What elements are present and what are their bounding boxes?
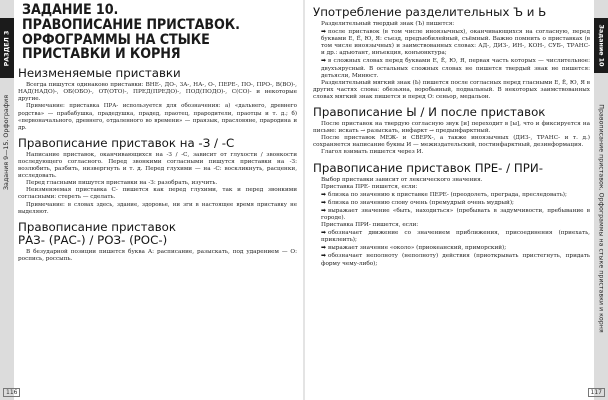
section-heading-raz-roz: [18, 221, 297, 247]
paragraph: После приставок на твердую согласную звук [и] переходит в [ы], что и фиксируется на письме: искать → разыскать, инфаркт → предынфарктный.: [313, 121, 590, 135]
arrow-bullet-icon: ➡: [321, 28, 327, 36]
page-number: 116: [3, 388, 20, 397]
section-heading-y-i: Правописание Ы / И после приставок: [313, 105, 546, 120]
paragraph: Разделительный твердый знак (Ъ) пишется:: [321, 21, 455, 27]
tasks-label: [0, 82, 14, 202]
heading-line: РАЗ- (РАС-) / РОЗ- (РОС-): [18, 232, 168, 247]
note: Примечание: приставка ПРА- используется для обозначения: а) «дальнего, древнего родства» — прабабушка, прадедушка, прадед, праотец, прародители, праотцы и т. д.; б) «первоначального, древнего, отдаленного во времени» — праязык, прасловяне, прародина и др.: [18, 103, 297, 131]
arrow-bullet-icon: ➡: [321, 198, 327, 206]
left-page: [0, 0, 303, 400]
section-heading-pre-pri: [313, 162, 590, 175]
bullet-text: выражает значение «около» (приокеанский, приморский);: [328, 245, 507, 252]
bullet-text: обозначает движение со значением приближения, присоединения (приехать, приклеить);: [321, 230, 590, 244]
section-heading-unchangeable: Неизменяемые приставки: [18, 66, 181, 81]
right-side-tab: [594, 0, 608, 400]
chapter-title-line: ПРАВОПИСАНИЕ ПРИСТАВОК.: [22, 16, 240, 33]
bullet-text: близка по значению слову очень (премудрый очень мудрый);: [328, 199, 514, 206]
chapter-title-line: ЗАДАНИЕ 10.: [22, 2, 119, 18]
paragraph: Всегда пишутся одинаково приставки: ВНЕ-, ДО-, ЗА-, НА-, О-, ПЕРЕ-, ПО-, ПРО-, В(ВО)-, НАД(НАДО)-, ОБ(ОБО)-, ОТ(ОТО)-, ПРЕД(ПРЕДО)-, ПОД(ПОДО)-, С(СО)- и некоторые другие.: [18, 82, 297, 103]
bullet-text: обозначает неполноту (неполноту) действия (приоткрывать пристегнуть, придать форму чему-либо);: [321, 253, 590, 267]
bullet-text: близка по значению к приставке ПЕРЕ- (преодолеть, преграда, преследовать);: [328, 191, 567, 198]
arrow-bullet-icon: ➡: [321, 252, 327, 260]
paragraph: Разделительный мягкий знак (Ь) пишется после согласных перед гласными Е, Ё, Ю, Я в других частях слова: обезьяна, воробьиный, подвальный. В некоторых заимствованных словах мягкий знак пишется и перед О: сеньор, медальон.: [313, 79, 590, 100]
right-page-content: [313, 3, 590, 386]
left-page-content: [18, 3, 297, 386]
paragraph: Неизменяемая приставка С- пишется как перед глухими, так и перед звонкими согласными: стереть — сделать.: [18, 187, 297, 201]
bullet-item: [313, 207, 590, 222]
right-page: [305, 0, 608, 400]
heading-line: Правописание приставок: [18, 219, 176, 234]
section-label: [0, 18, 14, 78]
bullet-item: [313, 252, 590, 267]
arrow-bullet-icon: ➡: [321, 190, 327, 198]
bullet-item: [313, 28, 590, 57]
bullet-item: [313, 199, 590, 207]
task-label: [594, 18, 608, 73]
topic-label-text: Правописание приставок. Орфограммы на стыке приставки и корня: [597, 103, 605, 333]
paragraph: В безударной позиции пишется буква А: расписание, разыскать, под ударением — О: роспись, россыпь.: [18, 248, 297, 262]
paragraph: Выбор приставки зависит от лексического значения.: [321, 176, 483, 183]
bullet-text: в сложных словах перед буквами Е, Ё, Ю, Я, первая часть которых — числительное: двухъярусный. В остальных сложных словах не пишется твердый знак не пишется: детьясли, Минюст.: [321, 58, 590, 79]
arrow-bullet-icon: ➡: [321, 229, 327, 237]
paragraph: Глагол взимать пишется через И.: [321, 149, 424, 156]
arrow-bullet-icon: ➡: [321, 206, 327, 214]
task-label-text: Задание 10: [597, 24, 605, 67]
left-side-tab: [0, 0, 14, 400]
bullet-text: после приставок (в том числе иноязычных), оканчивающихся на согласную, перед буквами Е, Ё, Ю, Я: съезд, предъюбилейный, съёмный. Важно помнить о приставках (в том числе иноязычных) и заимствованных словах: АД-, ДИЗ-, ИН-, КОН-, СУБ-, ТРАНС- и др.: адъютант, инъекция, конъюнктура;: [321, 29, 590, 57]
paragraph: Приставка ПРЕ- пишется, если:: [321, 183, 418, 190]
chapter-title-line: ОРФОГРАММЫ НА СТЫКЕ: [22, 31, 210, 48]
bullet-item: [313, 229, 590, 244]
paragraph: Перед гласными пишутся приставки на -З: разобрать, изучить.: [26, 180, 218, 187]
arrow-bullet-icon: ➡: [321, 244, 327, 252]
tasks-label-text: Задания 9—15. Орфография: [3, 94, 11, 190]
note: Примечание: в словах здесь, здание, здоровье, ни зги в настоящее время приставку не выделяют.: [18, 201, 297, 215]
bullet-text: выражает значение «быть, находиться» (пребывать в задумчивости, пребывание в городе).: [321, 207, 590, 221]
heading-line: Правописание приставок ПРЕ- / ПРИ-: [313, 160, 543, 175]
paragraph: После приставок МЕЖ- и СВЕРХ-, а также иноязычных (ДИЗ-, ТРАНС- и т. д.) сохраняется написание буквы И — межиздательский, постинфарктный, дезинформация.: [313, 135, 590, 149]
arrow-bullet-icon: ➡: [321, 57, 327, 65]
bullet-item: [313, 57, 590, 79]
section-heading-z-s: Правописание приставок на -З / -С: [18, 135, 235, 150]
bullet-item: [313, 244, 590, 252]
topic-label: [594, 78, 608, 358]
chapter-title-line: ПРИСТАВКИ И КОРНЯ: [22, 46, 181, 63]
section-label-text: РАЗДЕЛ 3: [3, 30, 11, 66]
section-heading-separators: Употребление разделительных Ъ и Ь: [313, 5, 547, 19]
chapter-title: [22, 3, 297, 62]
page-number: 117: [588, 388, 605, 397]
paragraph: Написание приставок, оканчивающихся на -З / -С, зависит от глухости / звонкости последующего согласного. Перед звонкими согласными пишутся приставки на -З: возлюбить, разбить, низвергнуть и т. д. Перед глухими — на -С: воскликнуть, расценки, исследовать.: [18, 151, 297, 180]
bullet-item: [313, 191, 590, 199]
paragraph: Приставка ПРИ- пишется, если:: [321, 222, 419, 229]
